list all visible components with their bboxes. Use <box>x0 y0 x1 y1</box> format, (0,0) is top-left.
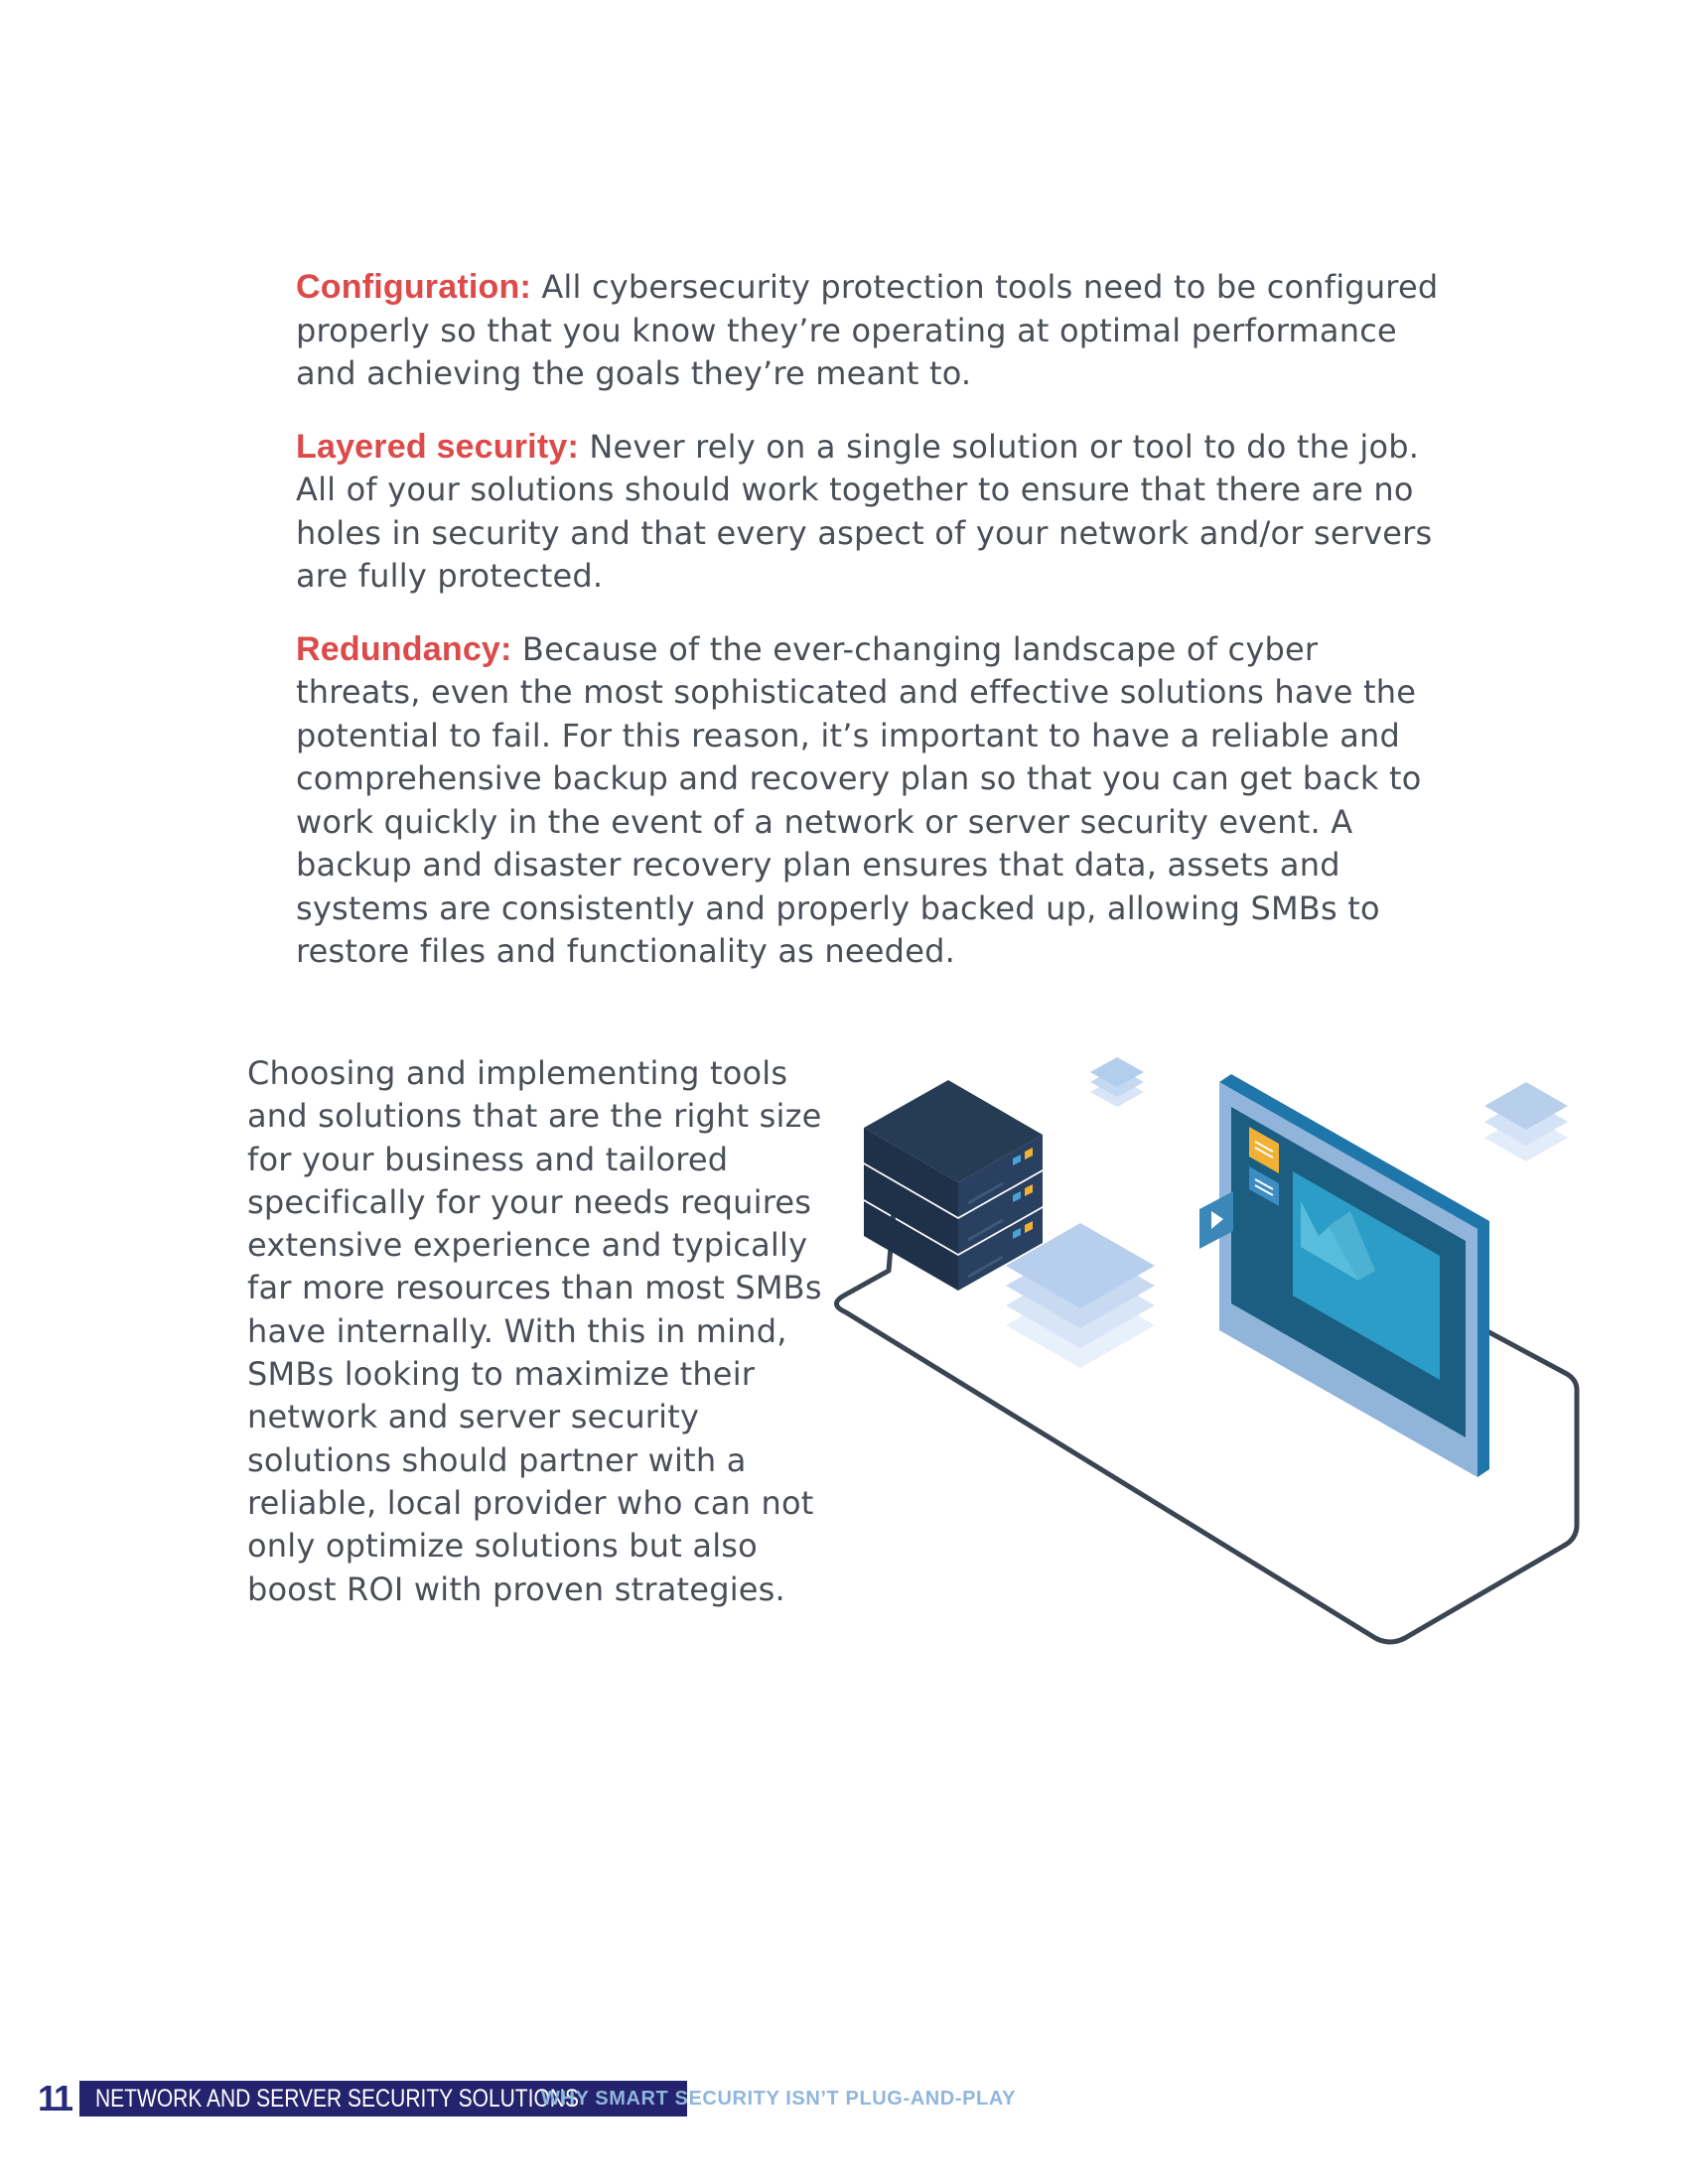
term-text: Because of the ever-changing landscape of cyber threats, even the most sophisticated and effective solutions have the potential to fail. For this reason, it’s important to have a reliable and comprehensive backup and recovery plan so that you can get back to work quickly in the event of a network or server security event. A backup and disaster recovery plan ensures that data, assets and systems are consistently and properly backed up, allowing SMBs to restore files and functionality as needed. <box>296 629 1422 970</box>
term-label: Layered security: <box>296 427 579 466</box>
term-label: Redundancy: <box>296 629 512 668</box>
closing-paragraph: Choosing and implementing tools and solutions that are the right size for your business and tailored specifically for your needs requires extensive experience and typically far more resources than most SMBs have internally. With this in mind, SMBs looking to maximize their network and server security solutions should partner with a reliable, local provider who can not only optimize solutions but also boost ROI with proven strategies. <box>247 1054 822 1608</box>
chapter-title: WHY SMART SECURITY ISN’T PLUG-AND-PLAY <box>541 2088 1017 2110</box>
term-redundancy <box>296 628 1448 974</box>
term-layered-security <box>296 426 1448 599</box>
small-layers-icon <box>1090 1057 1144 1107</box>
network-illustration <box>834 1052 1609 1688</box>
section-title: NETWORK AND SERVER SECURITY SOLUTIONS <box>95 2085 579 2113</box>
term-text: Never rely on a single solution or tool to do the job. All of your solutions should work together to ensure that there are no holes in security and that every aspect of your network and/or servers are fully protected. <box>296 427 1433 595</box>
term-configuration <box>296 266 1448 396</box>
term-label: Configuration: <box>296 268 531 306</box>
page-footer <box>0 2079 1688 2118</box>
key-terms-list <box>296 266 1448 1004</box>
page-number: 11 <box>38 2078 72 2118</box>
term-text: All cybersecurity protection tools need to be configured properly so that you know they’re operating at optimal performance and achieving the goals they’re meant to. <box>296 268 1439 392</box>
desktop-monitor-icon <box>1199 1074 1489 1477</box>
corner-layers-icon <box>1484 1082 1568 1161</box>
